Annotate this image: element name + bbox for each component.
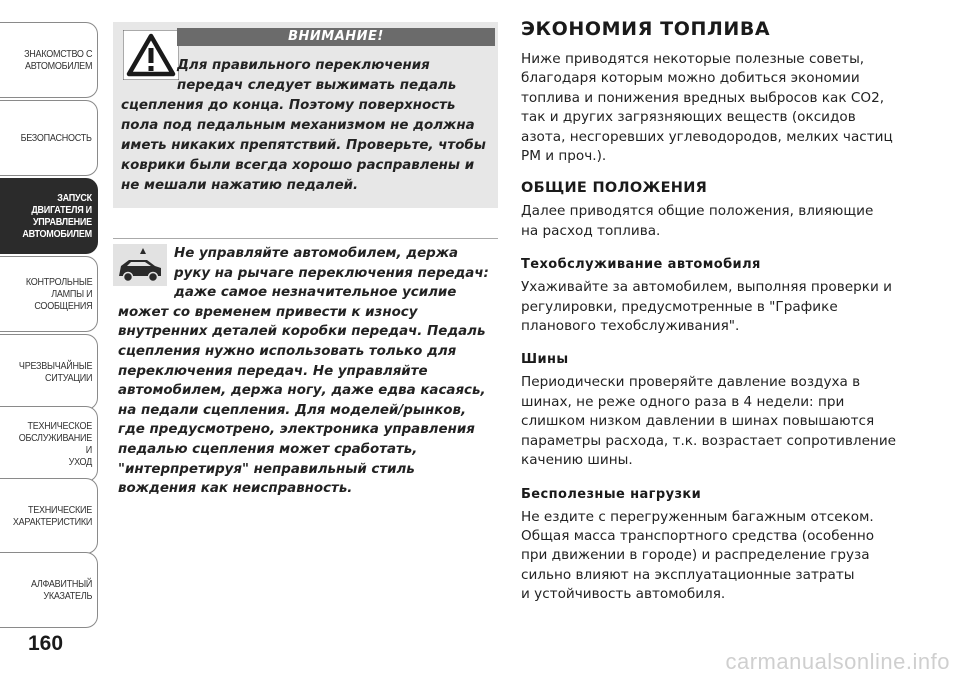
tab-label: АЛФАВИТНЫЙ УКАЗАТЕЛЬ: [30, 578, 92, 602]
note-text: [118, 244, 496, 499]
divider: [113, 238, 498, 239]
warning-banner: ВНИМАНИЕ!: [177, 28, 495, 46]
page-number: 160: [28, 632, 64, 655]
tab-safety[interactable]: [0, 100, 98, 176]
tab-technical-specs[interactable]: [0, 478, 98, 554]
tab-label: ЧРЕЗВЫЧАЙНЫЕ СИТУАЦИИ: [18, 360, 92, 384]
subsection-paragraph-tires: Периодически проверяйте давление воздуха в шинах, не реже одного раза в 4 недели: при слишком низком давлении в шинах повышаются параметры расхода, т.к. возрастает сопротивление качению шины.: [521, 374, 897, 469]
tab-index[interactable]: [0, 552, 98, 628]
warning-box: [113, 22, 498, 208]
tab-label: ЗАПУСК ДВИГАТЕЛЯ И УПРАВЛЕНИЕ АВТОМОБИЛЕМ: [22, 192, 92, 240]
main-content: [521, 18, 941, 605]
tab-warning-lights[interactable]: [0, 256, 98, 332]
warning-text: [121, 56, 491, 196]
subsection-title-tires: Шины: [521, 352, 569, 368]
note-text-body: может со временем привести к износу внутренних деталей коробки передач. Педаль сцепления нужно использовать только для переключения передач. Не управляйте автомобилем, держа ногу, даже едва касаясь, на педали сцепления. Для моделей/рынков, где предусмотрено, электроника управления педалью сцепления может сработать, "интерпретируя" неправильный стиль вождения как неисправность.: [118, 304, 486, 497]
tab-label: ТЕХНИЧЕСКИЕ ХАРАКТЕРИСТИКИ: [12, 504, 92, 528]
tab-maintenance[interactable]: [0, 406, 98, 482]
subsection-title-maintenance: Техобслуживание автомобиля: [521, 257, 761, 273]
tab-label: БЕЗОПАСНОСТЬ: [20, 132, 92, 144]
subsection-paragraph-loads: Не ездите с перегруженным багажным отсеком. Общая масса транспортного средства (особенно при движении в городе) и распределение груза сильно влияют на эксплуатационные затраты и устойчивость автомобиля.: [521, 508, 875, 603]
intro-paragraph: Ниже приводятся некоторые полезные советы, благодаря которым можно добиться экономии топлива и понижения вредных выбросов как CO2, так и других загрязняющих веществ (оксидов азота, несгоревших углеводородов, мелких частиц PM и проч.).: [521, 51, 893, 165]
section-paragraph: Далее приводятся общие положения, влияющие на расход топлива.: [521, 203, 874, 239]
tab-emergencies[interactable]: [0, 334, 98, 410]
section-title: ОБЩИЕ ПОЛОЖЕНИЯ: [521, 180, 708, 197]
tab-introduction[interactable]: [0, 22, 98, 98]
tab-label: КОНТРОЛЬНЫЕ ЛАМПЫ И СООБЩЕНИЯ: [25, 276, 92, 312]
tab-label: ТЕХНИЧЕСКОЕ ОБСЛУЖИВАНИЕ И УХОД: [18, 420, 93, 468]
subsection-title-loads: Бесполезные нагрузки: [521, 486, 702, 502]
note-text-lead: Не управляйте автомобилем, держа руку на рычаге переключения передач: даже самое незначительное усилие: [174, 246, 489, 301]
warning-text-body: сцепления до конца. Поэтому поверхность пола под педальным механизмом не должна иметь никаких препятствий. Проверьте, чтобы коврики были всегда хорошо расправлены и не мешали нажатию педалей.: [121, 98, 486, 193]
tab-starting-and-driving[interactable]: [0, 178, 98, 254]
warning-text-lead: Для правильного переключения передач следует выжимать педаль: [177, 58, 457, 93]
page-title: ЭКОНОМИЯ ТОПЛИВА: [521, 18, 771, 40]
watermark: carmanualsonline.info: [725, 649, 950, 674]
subsection-paragraph-maintenance: Ухаживайте за автомобилем, выполняя проверки и регулировки, предусмотренные в "Графике планового техобслуживания".: [521, 279, 892, 335]
tab-label: ЗНАКОМСТВО С АВТОМОБИЛЕМ: [23, 48, 92, 72]
